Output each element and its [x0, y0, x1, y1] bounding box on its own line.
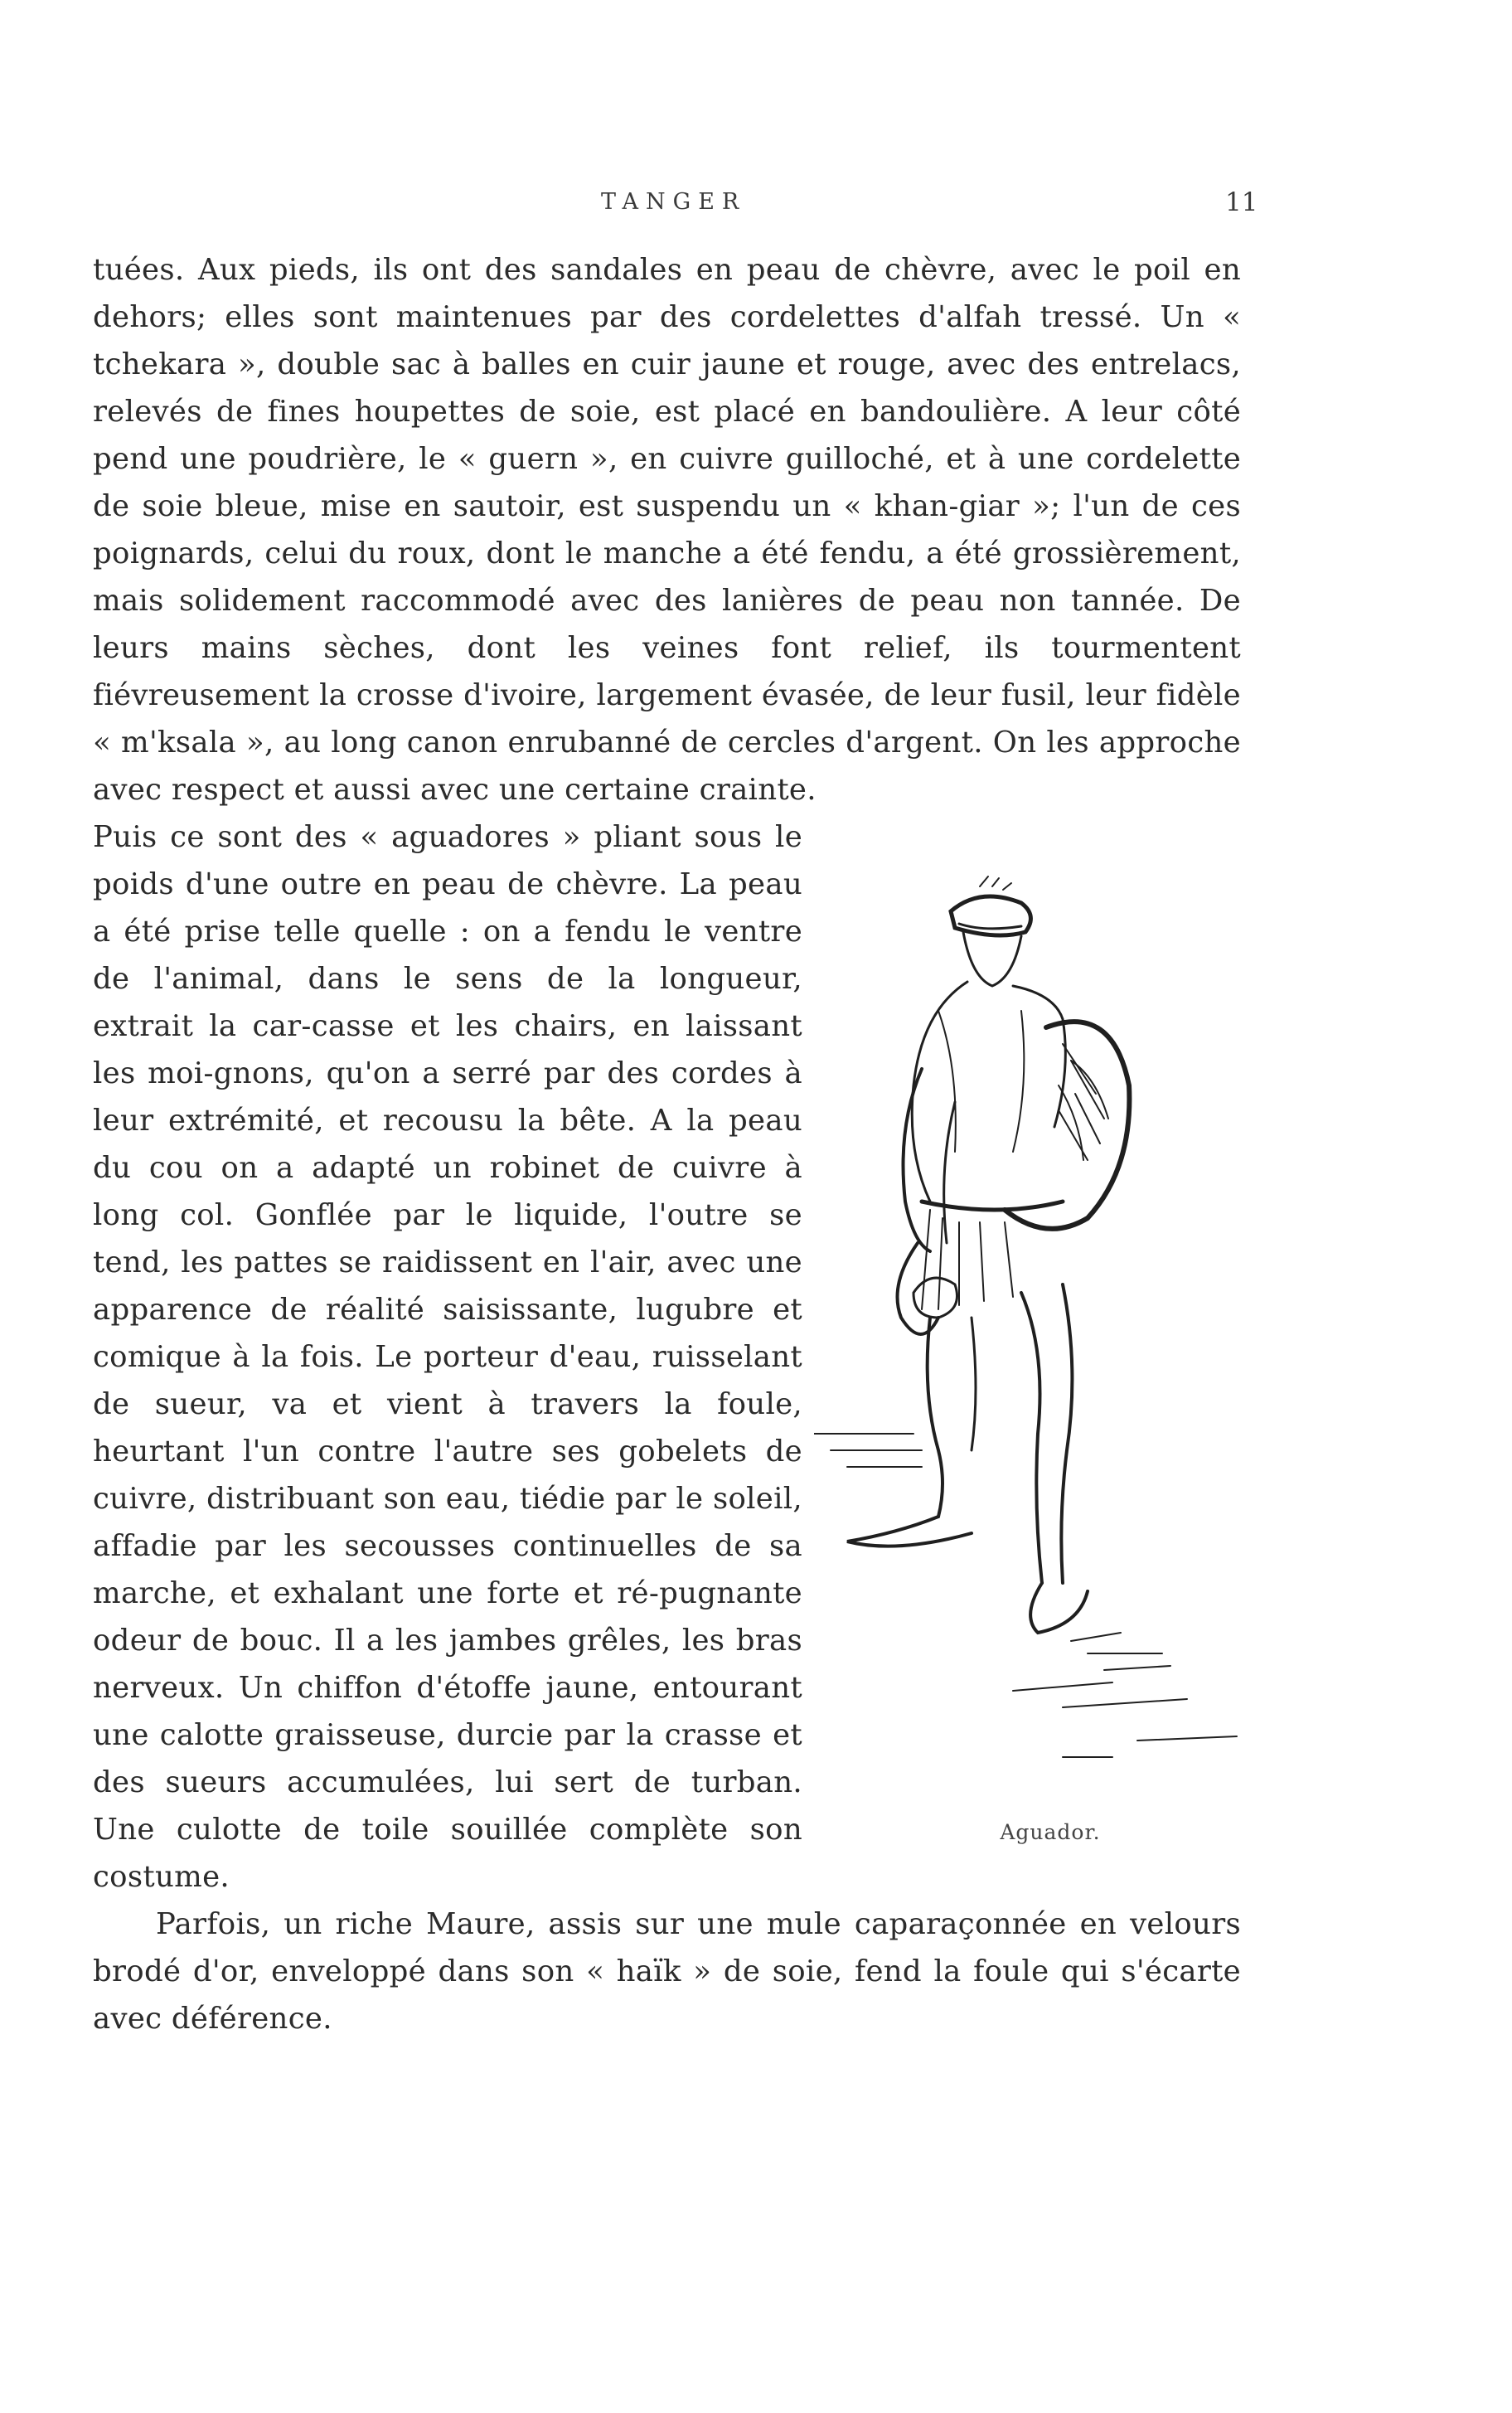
water-carrier-drawing [814, 853, 1241, 1807]
aguador-illustration [814, 813, 1241, 1893]
body-text [93, 246, 1241, 2042]
figure-caption: Aguador. [1000, 1820, 1101, 1844]
running-header [0, 189, 1512, 222]
paragraph-1: tuées. Aux pieds, ils ont des sandales en peau de chèvre, avec le poil en dehors; elles sont maintenues par des cordelettes d'alfah tressé. Un « tchekara », double sac à balles en cuir jaune et rouge, avec des entrelacs, relevés de fines houpettes de soie, est placé en bandoulière. A leur côté pend une poudrière, le « guern », en cuivre guilloché, et à une cordelette de soie bleue, mise en sautoir, est suspendu un « khan-giar »; l'un de ces poignards, celui du roux, dont le manche a été fendu, a été grossièrement, mais solidement raccommodé avec des lanières de peau non tannée. De leurs mains sèches, dont les veines font relief, ils tourmentent fiévreusement la crosse d'ivoire, largement évasée, de leur fusil, leur fidèle « m'ksala », au long canon enrubanné de cercles d'argent. On les approche avec respect et aussi avec une certaine crainte. [93, 253, 1241, 807]
paragraph-3: Parfois, un riche Maure, assis sur une mule caparaçonnée en velours brodé d'or, enveloppé dans son « haïk » de soie, fend la foule qui s'écarte avec déférence. [93, 1907, 1241, 2036]
running-title: TANGER [601, 189, 747, 215]
paragraph-2: Puis ce sont des « aguadores » pliant sous le poids d'une outre en peau de chèvre. La peau a été prise telle quelle : on a fendu le ventre de l'animal, dans le sens de la longueur, extrait la car-casse et les chairs, en laissant les moi-gnons, qu'on a serré par des cordes à leur extrémité, et recousu la bête. A la peau du cou on a adapté un robinet de cuivre à long col. Gonflée par le liquide, l'outre se tend, les pattes se raidissent en l'air, avec une apparence de réalité saisissante, lugubre et comique à la fois. Le porteur d'eau, ruisselant de sueur, va et vient à travers la foule, heurtant l'un contre l'autre ses gobelets de cuivre, distribuant son eau, tiédie par le soleil, affadie par les secousses continuelles de sa marche, et exhalant une forte et ré-pugnante odeur de bouc. Il a les jambes grêles, les bras nerveux. Un chiffon d'étoffe jaune, entourant une calotte graisseuse, durcie par la crasse et des sueurs accumulées, lui sert de turban. Une culotte de toile souillée complète son costume. [93, 820, 802, 1894]
page-number: 11 [1225, 187, 1258, 217]
